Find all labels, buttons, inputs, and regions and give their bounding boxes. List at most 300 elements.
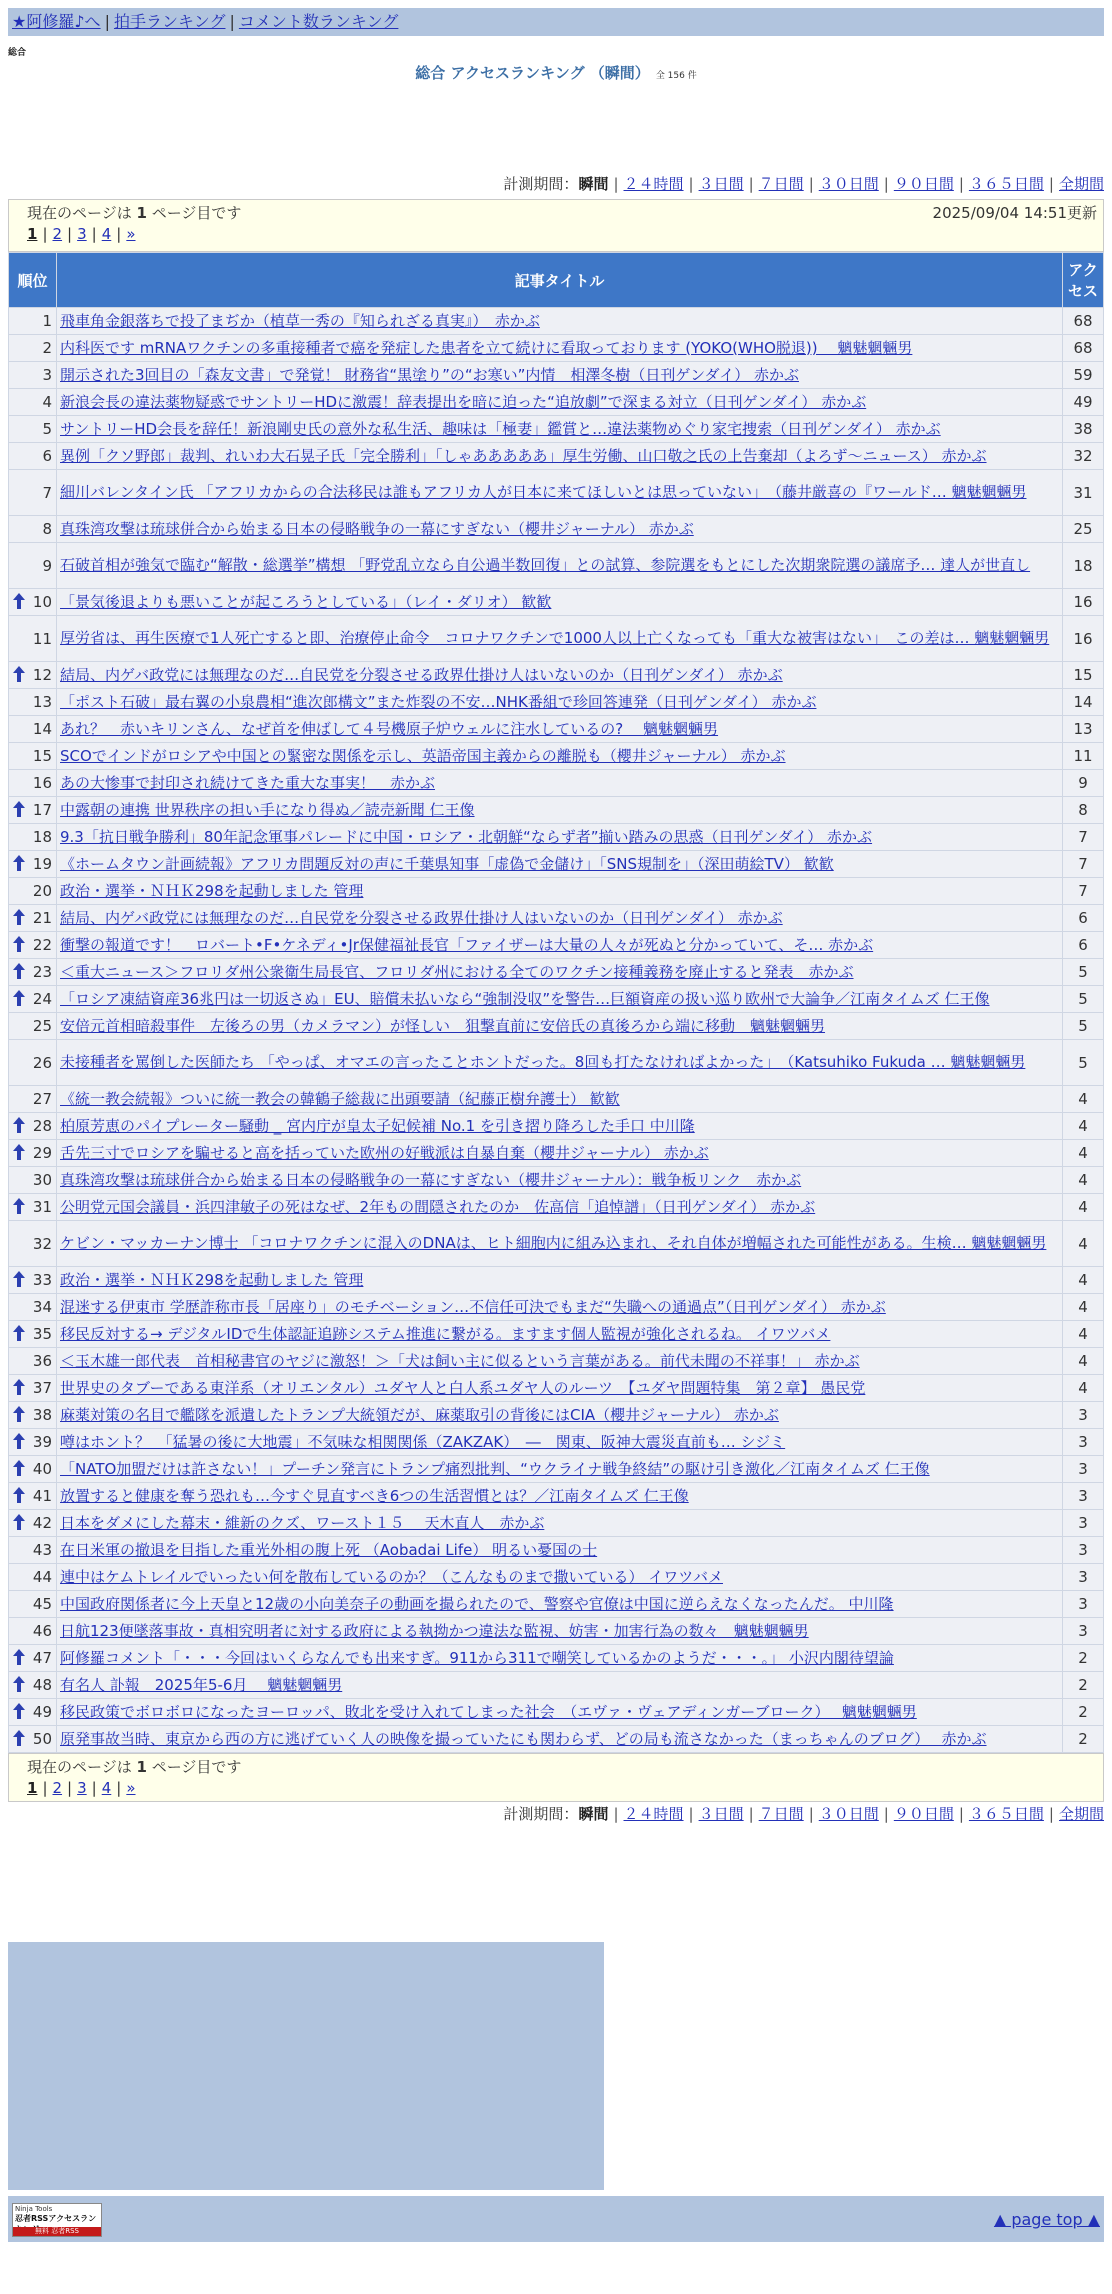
article-link[interactable]: 細川バレンタイン氏 「アフリカからの合法移民は誰もアフリカ人が日本に来てほしいとは思っていない」 （藤井厳喜の『ワールド… 魑魅魍魎男 (60, 483, 1027, 501)
rank-number: 26 (32, 1053, 52, 1072)
article-link[interactable]: 世界史のタブーである東洋系（オリエンタル）ユダヤ人と白人系ユダヤ人のルーツ 【ユダヤ問題特集 第２章】 愚民党 (60, 1378, 866, 1397)
title-cell (57, 797, 1063, 824)
access-count: 4 (1063, 1140, 1104, 1167)
rank-cell (9, 1618, 57, 1645)
rank-up-arrow-icon (13, 1703, 25, 1719)
title-cell (57, 824, 1063, 851)
access-count: 4 (1063, 1321, 1104, 1348)
rank-cell (9, 1040, 57, 1086)
page-link-2[interactable]: 2 (52, 225, 63, 243)
page-link-3[interactable]: 3 (77, 1779, 87, 1797)
article-link[interactable]: 公明党元国会議員・浜四津敏子の死はなぜ、2年もの間隠されたのか 佐高信「追悼譜」（日刊ゲンダイ） 赤かぶ (60, 1197, 816, 1216)
rank-number: 4 (42, 393, 52, 411)
title-cell (57, 362, 1063, 389)
article-link[interactable]: 「ポスト石破」最右翼の小泉農相“進次郎構文”また炸裂の不安…NHK番組で珍回答連発（日刊ゲンダイ） 赤かぶ (60, 692, 817, 711)
rank-up-arrow-icon (13, 1433, 25, 1449)
rank-number: 15 (32, 747, 52, 765)
page-links: 1 | 2 | 3 | 4 | » (27, 1779, 136, 1797)
rank-cell (9, 851, 57, 878)
access-count: 3 (1063, 1618, 1104, 1645)
access-count: 2 (1063, 1672, 1104, 1699)
period-label: 計測期間： (503, 175, 579, 193)
pager-top (8, 199, 1104, 252)
rank-cell (9, 1013, 57, 1040)
rank-up-arrow-icon (13, 1406, 25, 1422)
table-row (9, 616, 1104, 662)
title-cell (57, 1591, 1063, 1618)
article-link[interactable]: 放置すると健康を奪う恐れも…今すぐ見直すべき6つの生活習慣とは？／江南タイムズ 仁王像 (60, 1486, 689, 1505)
title-cell (57, 1267, 1063, 1294)
article-link[interactable]: 「景気後退よりも悪いことが起ころうとしている」（レイ・ダリオ） 歓歓 (60, 592, 552, 611)
title-cell (57, 1167, 1063, 1194)
rank-number: 39 (32, 1433, 52, 1451)
rank-number: 24 (32, 990, 52, 1008)
table-row (9, 362, 1104, 389)
article-link[interactable]: 「ロシア凍結資産36兆円は一切返さぬ」EU、賠償未払いなら“強制没収”を警告…巨額資産の扱い巡り欧州で大論争／江南タイムズ 仁王像 (60, 989, 990, 1008)
rank-cell (9, 1645, 57, 1672)
rank-number: 29 (32, 1144, 52, 1162)
rank-cell (9, 389, 57, 416)
rank-up-arrow-icon (13, 855, 25, 871)
rank-number: 31 (32, 1198, 52, 1216)
title-cell (57, 616, 1063, 662)
article-link[interactable]: 未接種者を罵倒した医師たち 「やっぱ、オマエの言ったことホントだった。8回も打たなければよかった」 （Katsuhiko Fukuda … 魑魅魍魎男 (60, 1053, 1026, 1071)
article-link[interactable]: 日本をダメにした幕末・維新のクズ、ワースト１５ 天木直人 赤かぶ (60, 1513, 545, 1532)
rank-number: 33 (32, 1271, 52, 1289)
article-link[interactable]: ＜重大ニュース＞フロリダ州公衆衛生局長官、フロリダ州における全てのワクチン接種義務を廃止すると発表 赤かぶ (60, 962, 854, 981)
rank-number: 14 (32, 720, 52, 738)
table-row (9, 589, 1104, 616)
rank-number: 10 (32, 593, 52, 611)
title-cell (57, 516, 1063, 543)
rank-cell (9, 1483, 57, 1510)
title-cell (57, 1672, 1063, 1699)
current-page-text: 現在のページは 1 ページ目です (27, 1758, 242, 1776)
article-link[interactable]: 中国政府関係者に今上天皇と12歳の小向美奈子の動画を撮られたので、警察や官僚は中国に逆らえなくなったんだ。 中川隆 (60, 1594, 894, 1613)
title-cell (57, 1402, 1063, 1429)
rank-number: 7 (42, 483, 52, 502)
rank-number: 40 (32, 1460, 52, 1478)
article-link[interactable]: 衝撃の報道です！ ロバート•F•ケネディ•Jr保健福祉長官「ファイザーは大量の人々が死ぬと分かっていて、そ… 赤かぶ (60, 935, 874, 954)
rank-cell (9, 1672, 57, 1699)
table-row (9, 1645, 1104, 1672)
title-cell (57, 543, 1063, 589)
rank-number: 50 (32, 1730, 52, 1748)
rank-cell (9, 743, 57, 770)
next-page-link[interactable]: » (126, 1779, 136, 1797)
table-row (9, 1726, 1104, 1753)
table-row (9, 543, 1104, 589)
rank-number: 6 (42, 447, 52, 465)
article-link[interactable]: 麻薬対策の名目で艦隊を派遣したトランプ大統領だが、麻薬取引の背後にはCIA（櫻井ジャーナル） 赤かぶ (60, 1405, 779, 1424)
rank-cell (9, 1086, 57, 1113)
rank-up-arrow-icon (13, 666, 25, 682)
article-link[interactable]: 結局、内ゲバ政党には無理なのだ…自民党を分裂させる政界仕掛け人はいないのか（日刊ゲンダイ） 赤かぶ (60, 908, 783, 927)
rank-up-arrow-icon (13, 1514, 25, 1530)
article-link[interactable]: 《ホームタウン計画続報》アフリカ問題反対の声に千葉県知事「虚偽で金儲け」「SNS規制を」（深田萌絵TV） 歓歓 (60, 854, 834, 873)
title-cell (57, 689, 1063, 716)
rank-cell (9, 1699, 57, 1726)
period-7d-link[interactable]: ７日間 (758, 1805, 804, 1823)
table-row (9, 1267, 1104, 1294)
rank-number: 17 (32, 801, 52, 819)
period-label: 計測期間： (503, 1805, 579, 1823)
table-row (9, 1375, 1104, 1402)
rank-up-arrow-icon (13, 909, 25, 925)
page-top-link[interactable]: ▲ page top ▲ (993, 2210, 1100, 2229)
period-365d-link[interactable]: ３６５日間 (968, 1805, 1044, 1823)
table-row (9, 1591, 1104, 1618)
rank-number: 41 (32, 1487, 52, 1505)
period-current: 瞬間 (578, 1805, 609, 1823)
access-header: アクセス (1063, 253, 1104, 308)
rank-cell (9, 589, 57, 616)
title-cell (57, 1429, 1063, 1456)
rank-up-arrow-icon (13, 936, 25, 952)
table-row (9, 1672, 1104, 1699)
table-row (9, 878, 1104, 905)
title-cell (57, 986, 1063, 1013)
access-count: 16 (1063, 616, 1104, 662)
rank-cell (9, 662, 57, 689)
access-count: 4 (1063, 1167, 1104, 1194)
rank-cell (9, 797, 57, 824)
rank-number: 34 (32, 1298, 52, 1316)
access-count: 14 (1063, 689, 1104, 716)
title-cell (57, 389, 1063, 416)
next-page-link[interactable]: » (126, 225, 136, 243)
page-link-4[interactable]: 4 (101, 225, 112, 243)
title-cell (57, 1456, 1063, 1483)
access-count: 9 (1063, 770, 1104, 797)
rank-cell (9, 1564, 57, 1591)
period-24h-link[interactable]: ２４時間 (623, 1805, 684, 1823)
rank-number: 13 (32, 693, 52, 711)
title-cell (57, 1086, 1063, 1113)
table-row (9, 416, 1104, 443)
article-link[interactable]: 真珠湾攻撃は琉球併合から始まる日本の侵略戦争の一幕にすぎない（櫻井ジャーナル）：戦争板リンク 赤かぶ (60, 1170, 802, 1189)
access-count: 4 (1063, 1294, 1104, 1321)
title-cell (57, 1699, 1063, 1726)
rank-cell (9, 716, 57, 743)
rank-up-arrow-icon (13, 963, 25, 979)
table-row (9, 770, 1104, 797)
access-count: 3 (1063, 1483, 1104, 1510)
article-link[interactable]: 在日米軍の撤退を目指した重光外相の腹上死 （Aobadai Life） 明るい憂国の士 (60, 1540, 598, 1559)
rank-number: 12 (32, 666, 52, 684)
article-link[interactable]: 日航123便墜落事故・真相究明者に対する政府による執拗かつ違法な監視、妨害・加害行為の数々 魑魅魍魎男 (60, 1621, 809, 1640)
period-selector-top: 計測期間：瞬間 | ２４時間 | ３日間 | ７日間 | ３０日間 | ９０日間 | ３６５日間 | 全期間 (503, 175, 1104, 193)
title-cell (57, 1040, 1063, 1086)
rank-up-arrow-icon (13, 1730, 25, 1746)
article-link[interactable]: 飛車角金銀落ちで投了まぢか（植草一秀の『知られざる真実』） 赤かぶ (60, 311, 540, 330)
rank-cell (9, 1167, 57, 1194)
rank-cell (9, 1140, 57, 1167)
article-link[interactable]: サントリーHD会長を辞任！新浪剛史氏の意外な私生活、趣味は「極妻」鑑賞と…違法薬物めぐり家宅捜索（日刊ゲンダイ） 赤かぶ (60, 419, 941, 438)
table-row (9, 1564, 1104, 1591)
rank-cell (9, 1221, 57, 1267)
article-link[interactable]: 連中はケムトレイルでいったい何を散布しているのか？（こんなものまで撒いている） イワツバメ (60, 1567, 723, 1586)
title-cell (57, 1348, 1063, 1375)
rank-cell (9, 986, 57, 1013)
updated-timestamp: 2025/09/04 14:51更新 (932, 204, 1097, 222)
ad-area (8, 1942, 604, 2190)
access-count: 5 (1063, 986, 1104, 1013)
period-24h-link[interactable]: ２４時間 (623, 175, 684, 193)
rank-number: 9 (42, 556, 52, 575)
table-row (9, 1537, 1104, 1564)
page-title: 総合 アクセスランキング （瞬間） (415, 64, 650, 82)
rank-number: 35 (32, 1325, 52, 1343)
nav-separator: | (229, 12, 235, 31)
table-row (9, 1348, 1104, 1375)
article-link[interactable]: 開示された3回目の「森友文書」で発覚！ 財務省“黒塗り”の“お寒い”内情 相澤冬樹（日刊ゲンダイ） 赤かぶ (60, 365, 799, 384)
rank-number: 42 (32, 1514, 52, 1532)
rank-number: 44 (32, 1568, 52, 1586)
title-cell (57, 589, 1063, 616)
access-count: 7 (1063, 878, 1104, 905)
table-row (9, 743, 1104, 770)
article-link[interactable]: 政治・選挙・ＮＨＫ298を起動しました 管理 (60, 881, 364, 900)
article-link[interactable]: 中露朝の連携 世界秩序の担い手になり得ぬ／読売新聞 仁王像 (60, 800, 475, 819)
table-row (9, 851, 1104, 878)
rank-number: 49 (32, 1703, 52, 1721)
title-header: 記事タイトル (57, 253, 1063, 308)
access-count: 59 (1063, 362, 1104, 389)
rank-number: 45 (32, 1595, 52, 1613)
article-link[interactable]: 原発事故当時、東京から西の方に逃げていく人の映像を撮っていたにも関わらず、どの局も流さなかった（まっちゃんのブログ） 赤かぶ (60, 1729, 987, 1748)
table-row (9, 716, 1104, 743)
article-link[interactable]: 石破首相が強気で臨む“解散・総選挙”構想 「野党乱立なら自公過半数回復」との試算、参院選をもとにした次期衆院選の議席予… 達人が世直し (60, 556, 1031, 574)
rank-number: 27 (32, 1090, 52, 1108)
rank-cell (9, 516, 57, 543)
title-cell (57, 416, 1063, 443)
table-row (9, 1221, 1104, 1267)
table-row (9, 335, 1104, 362)
rank-cell (9, 959, 57, 986)
article-link[interactable]: 厚労省は、再生医療で1人死亡すると即、治療停止命令 コロナワクチンで1000人以上亡くなっても「重大な被害はない」 この差は… 魑魅魍魎男 (60, 629, 1050, 647)
table-row (9, 1321, 1104, 1348)
rank-cell (9, 1402, 57, 1429)
article-link[interactable]: 結局、内ゲバ政党には無理なのだ…自民党を分裂させる政界仕掛け人はいないのか（日刊ゲンダイ） 赤かぶ (60, 665, 783, 684)
current-page-text: 現在のページは 1 ページ目です (27, 204, 242, 222)
access-count: 11 (1063, 743, 1104, 770)
rank-cell (9, 1429, 57, 1456)
period-current: 瞬間 (578, 175, 609, 193)
page-link-1: 1 (27, 225, 38, 243)
article-link[interactable]: 安倍元首相暗殺事件 左後ろの男（カメラマン）が怪しい 狙撃直前に安倍氏の真後ろから端に移動 魑魅魍魎男 (60, 1016, 826, 1035)
period-90d-link[interactable]: ９０日間 (893, 1805, 954, 1823)
period-30d-link[interactable]: ３０日間 (818, 1805, 879, 1823)
access-count: 4 (1063, 1375, 1104, 1402)
access-count: 18 (1063, 543, 1104, 589)
clap-ranking-link[interactable]: 拍手ランキング (113, 12, 226, 31)
rank-cell (9, 1591, 57, 1618)
table-row (9, 1429, 1104, 1456)
article-link[interactable]: 移民反対する→ デジタルIDで生体認証追跡システム推進に繋がる。ますます個人監視が強化されるね。 イワツバメ (60, 1324, 831, 1343)
rank-number: 47 (32, 1649, 52, 1667)
nav-separator: | (104, 12, 110, 31)
article-link[interactable]: 政治・選挙・ＮＨＫ298を起動しました 管理 (60, 1270, 364, 1289)
title-cell (57, 1140, 1063, 1167)
access-count: 3 (1063, 1564, 1104, 1591)
access-count: 2 (1063, 1726, 1104, 1753)
rank-cell (9, 1726, 57, 1753)
rank-up-arrow-icon (13, 1271, 25, 1287)
article-link[interactable]: 柏原芳恵のパイプレーター騒動 _ 宮内庁が皇太子妃候補 No.1 を引き摺り降ろした手口 中川隆 (60, 1116, 695, 1135)
period-30d-link[interactable]: ３０日間 (818, 175, 879, 193)
period-3d-link[interactable]: ３日間 (698, 175, 744, 193)
article-link[interactable]: 噂はホント？ 「猛暑の後に大地震」不気味な相関関係（ZAKZAK） ― 関東、阪神大震災直前も… シジミ (60, 1432, 786, 1451)
title-cell (57, 443, 1063, 470)
access-count: 4 (1063, 1086, 1104, 1113)
title-cell (57, 1726, 1063, 1753)
article-link[interactable]: ＜玉木雄一郎代表 首相秘書官のヤジに激怒！＞「犬は飼い主に似るという言葉がある。前代未聞の不祥事！」 赤かぶ (60, 1351, 860, 1370)
period-365d-link[interactable]: ３６５日間 (968, 175, 1044, 193)
access-count: 5 (1063, 1013, 1104, 1040)
table-row (9, 1113, 1104, 1140)
table-row (9, 959, 1104, 986)
table-row (9, 932, 1104, 959)
article-link[interactable]: あの大惨事で封印され続けてきた重大な事実！ 赤かぶ (60, 773, 436, 792)
table-row (9, 1167, 1104, 1194)
title-cell (57, 1645, 1063, 1672)
rank-up-arrow-icon (13, 1198, 25, 1214)
table-row (9, 1699, 1104, 1726)
title-cell (57, 959, 1063, 986)
rank-cell (9, 416, 57, 443)
page-link-2[interactable]: 2 (52, 1779, 63, 1797)
article-link[interactable]: 移民政策でボロボロになったヨーロッパ、敗北を受け入れてしまった社会 （エヴァ・ヴェアディンガーブローク） 魑魅魍魎男 (60, 1702, 917, 1721)
rank-number: 38 (32, 1406, 52, 1424)
title-cell (57, 1194, 1063, 1221)
article-link[interactable]: 9.3「抗日戦争勝利」80年記念軍事パレードに中国・ロシア・北朝鮮“ならず者”揃い踏みの思惑（日刊ゲンダイ） 赤かぶ (60, 827, 873, 846)
access-count: 5 (1063, 1040, 1104, 1086)
rank-cell (9, 1113, 57, 1140)
article-link[interactable]: ケビン・マッカーナン博士 「コロナワクチンに混入のDNAは、ヒト細胞内に組み込まれ、それ自体が増幅された可能性がある。生検… 魑魅魍魎男 (60, 1234, 1047, 1252)
rank-cell (9, 443, 57, 470)
comment-ranking-link[interactable]: コメント数ランキング (238, 12, 399, 31)
rank-number: 30 (32, 1171, 52, 1189)
title-cell (57, 1510, 1063, 1537)
pager-bottom (8, 1753, 1104, 1802)
period-7d-link[interactable]: ７日間 (758, 175, 804, 193)
period-all-link[interactable]: 全期間 (1058, 1805, 1104, 1823)
access-count: 3 (1063, 1456, 1104, 1483)
title-cell (57, 932, 1063, 959)
rank-cell (9, 932, 57, 959)
rank-cell (9, 470, 57, 516)
access-count: 15 (1063, 662, 1104, 689)
table-row (9, 1194, 1104, 1221)
period-90d-link[interactable]: ９０日間 (893, 175, 954, 193)
rank-up-arrow-icon (13, 1144, 25, 1160)
article-link[interactable]: 阿修羅コメント「・・・今回はいくらなんでも出来すぎ。911から311で嘲笑しているかのようだ・・・。」 小沢内閣待望論 (60, 1648, 894, 1667)
access-count: 4 (1063, 1113, 1104, 1140)
table-row (9, 797, 1104, 824)
home-link[interactable]: ★阿修羅♪へ (12, 12, 101, 31)
title-cell (57, 1221, 1063, 1267)
table-row (9, 1618, 1104, 1645)
article-link[interactable]: 内科医です mRNAワクチンの多重接種者で癌を発症した患者を立て続けに看取っております (YOKO(WHO脱退)) 魑魅魍魎男 (60, 338, 913, 357)
article-link[interactable]: 有名人 訃報 2025年5-6月 魑魅魍魎男 (60, 1675, 343, 1694)
rank-cell (9, 1375, 57, 1402)
article-link[interactable]: 異例「クソ野郎」裁判、れいわ大石晃子氏「完全勝利」「しゃあああああ」厚生労働、山口敬之氏の上告棄却（よろず～ニュース） 赤かぶ (60, 446, 987, 465)
article-link[interactable]: SCOでインドがロシアや中国との緊密な関係を示し、英語帝国主義からの離脱も（櫻井ジャーナル） 赤かぶ (60, 746, 786, 765)
rank-number: 8 (42, 520, 52, 538)
rank-cell (9, 905, 57, 932)
rank-cell (9, 1537, 57, 1564)
access-count: 4 (1063, 1348, 1104, 1375)
rank-number: 32 (32, 1234, 52, 1253)
period-3d-link[interactable]: ３日間 (698, 1805, 744, 1823)
article-link[interactable]: 混迷する伊東市 学歴詐称市長「居座り」のモチベーション…不信任可決でもまだ“失職への通過点”（日刊ゲンダイ） 赤かぶ (60, 1297, 886, 1316)
access-count: 4 (1063, 1194, 1104, 1221)
rank-number: 5 (42, 420, 52, 438)
table-row (9, 1040, 1104, 1086)
ninja-rss-logo[interactable]: Ninja Tools 忍者RSSアクセスラン 無料 忍者RSS (12, 2203, 102, 2237)
page-link-4[interactable]: 4 (101, 1779, 112, 1797)
table-row (9, 1510, 1104, 1537)
access-count: 7 (1063, 824, 1104, 851)
title-cell (57, 470, 1063, 516)
title-cell (57, 770, 1063, 797)
rank-number: 18 (32, 828, 52, 846)
rank-up-arrow-icon (13, 1117, 25, 1133)
rank-cell (9, 1267, 57, 1294)
rank-number: 43 (32, 1541, 52, 1559)
period-all-link[interactable]: 全期間 (1058, 175, 1104, 193)
access-count: 6 (1063, 932, 1104, 959)
article-link[interactable]: 《統一教会続報》ついに統一教会の韓鶴子総裁に出頭要請（紀藤正樹弁護士） 歓歓 (60, 1089, 620, 1108)
access-count: 31 (1063, 470, 1104, 516)
access-count: 3 (1063, 1537, 1104, 1564)
rank-number: 36 (32, 1352, 52, 1370)
rank-number: 22 (32, 936, 52, 954)
rank-number: 2 (42, 339, 52, 357)
article-link[interactable]: あれ？ 赤いキリンさん、なぜ首を伸ばして４号機原子炉ウェルに注水しているの? 魑魅魍魎男 (60, 719, 719, 738)
access-count: 68 (1063, 335, 1104, 362)
page-link-3[interactable]: 3 (77, 225, 87, 243)
article-link[interactable]: 真珠湾攻撃は琉球併合から始まる日本の侵略戦争の一幕にすぎない（櫻井ジャーナル） 赤かぶ (60, 519, 694, 538)
rank-up-arrow-icon (13, 1487, 25, 1503)
access-count: 8 (1063, 797, 1104, 824)
table-row (9, 905, 1104, 932)
rank-up-arrow-icon (13, 1379, 25, 1395)
page-link-1: 1 (27, 1779, 38, 1797)
access-count: 13 (1063, 716, 1104, 743)
access-count: 4 (1063, 1221, 1104, 1267)
rank-number: 21 (32, 909, 52, 927)
rank-cell (9, 689, 57, 716)
total-count: 全 156 件 (655, 71, 697, 81)
title-cell (57, 1483, 1063, 1510)
article-link[interactable]: 「NATO加盟だけは許さない！」プーチン発言にトランプ痛烈批判、“ウクライナ戦争終結”の駆け引き激化／江南タイムズ 仁王像 (60, 1459, 930, 1478)
access-count: 38 (1063, 416, 1104, 443)
table-row (9, 470, 1104, 516)
article-link[interactable]: 新浪会長の違法薬物疑惑でサントリーHDに激震！辞表提出を暗に迫った“追放劇”で深まる対立（日刊ゲンダイ） 赤かぶ (60, 392, 867, 411)
title-cell (57, 716, 1063, 743)
table-row (9, 1402, 1104, 1429)
rank-number: 3 (42, 366, 52, 384)
rank-cell (9, 1348, 57, 1375)
title-cell (57, 851, 1063, 878)
title-cell (57, 1013, 1063, 1040)
article-link[interactable]: 舌先三寸でロシアを騙せると高を括っていた欧州の好戦派は自暴自棄（櫻井ジャーナル） 赤かぶ (60, 1143, 709, 1162)
access-count: 2 (1063, 1699, 1104, 1726)
rank-number: 37 (32, 1379, 52, 1397)
table-row (9, 1086, 1104, 1113)
